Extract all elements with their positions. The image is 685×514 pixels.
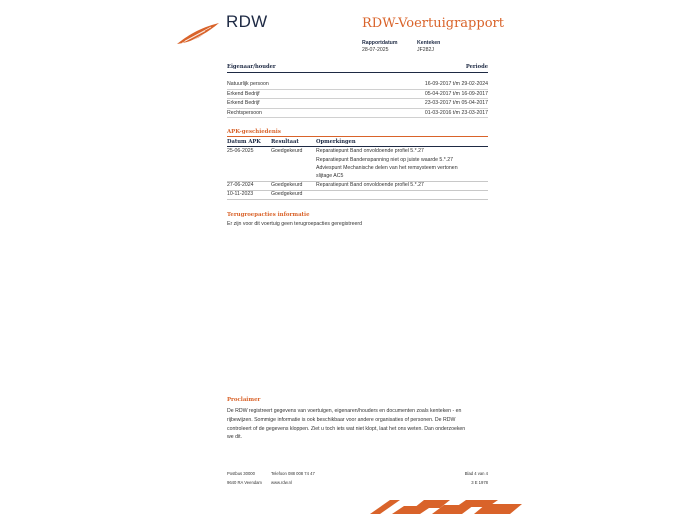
- owners-table: [227, 80, 488, 118]
- owner-period: 01-03-2016 t/m 23-03-2017: [424, 109, 488, 116]
- disclaimer-text: [227, 407, 487, 442]
- apk-date: 25-06-2025: [227, 148, 254, 154]
- owner-period: 16-09-2017 t/m 29-02-2024: [424, 81, 488, 87]
- disclaimer-line: controleert of de gegevens kloppen. Ziet u toch iets wat niet klopt, laat het ons weten. Dan onderzoeken: [227, 425, 466, 432]
- owner-period: 23-03-2017 t/m 05-04-2017: [424, 100, 488, 106]
- owner-type: Rechtspersoon: [227, 109, 262, 116]
- table-row: [227, 80, 488, 90]
- apk-result: Goedgekeurd: [271, 148, 303, 154]
- plate-label: Kenteken: [417, 40, 441, 46]
- recalls-text: Er zijn voor dit voertuig geen terugroepacties geregistreerd: [227, 221, 362, 227]
- footer-phone: Telefoon 088 008 74 47: [271, 471, 315, 476]
- table-row: [227, 90, 488, 100]
- apk-section-title: APK-geschiedenis: [227, 129, 281, 135]
- rdw-wing-logo: [177, 22, 221, 46]
- apk-col-result: Resultaat: [271, 139, 299, 145]
- apk-result: Goedgekeurd: [271, 182, 303, 188]
- table-row: [227, 109, 488, 119]
- report-date-label: Rapportdatum: [362, 40, 398, 46]
- owners-col-period: Periode: [465, 64, 488, 70]
- owner-period: 05-04-2017 t/m 16-09-2017: [424, 90, 488, 97]
- owner-type: Erkend Bedrijf: [227, 100, 260, 106]
- brand-name: RDW: [226, 12, 268, 31]
- footer-code: 3 E 1978: [471, 480, 488, 485]
- apk-result: Goedgekeurd: [271, 191, 303, 197]
- owners-header-rule: [227, 72, 488, 73]
- apk-col-date: Datum APK: [227, 139, 261, 145]
- apk-date: 10-11-2023: [227, 191, 254, 197]
- recalls-section-title: Terugroepacties informatie: [227, 212, 310, 218]
- footer-postbus: Postbus 30000: [227, 471, 255, 476]
- owner-type: Erkend Bedrijf: [227, 90, 260, 97]
- footer-address: 9640 RA Veendam: [227, 480, 262, 485]
- disclaimer-line: De RDW registreert gegevens van voertuigen, eigenaren/houders en documenten zoals kenteken - en: [227, 408, 462, 414]
- row-divider: [227, 190, 488, 191]
- table-row: [227, 99, 488, 109]
- decorative-stripes: [370, 500, 525, 514]
- report-date-value: 28-07-2025: [362, 47, 389, 53]
- apk-remark: Reparatiepunt Bandenspanning niet op juiste waarde 5.*.27: [316, 157, 453, 163]
- apk-date: 27-06-2024: [227, 182, 254, 188]
- report-title: RDW-Voertuigrapport: [362, 16, 504, 31]
- owner-type: Natuurlijk persoon: [227, 81, 269, 87]
- apk-remark: Reparatiepunt Band onvoldoende profiel 5.*.27: [316, 148, 424, 154]
- apk-remark: Adviespunt Mechanische delen van het remsysteem vertonen: [316, 165, 458, 171]
- apk-title-rule: [227, 136, 488, 137]
- disclaimer-title: Proclaimer: [227, 397, 261, 403]
- disclaimer-line: we dit.: [227, 434, 242, 441]
- owners-col-owner: Eigenaar/houder: [227, 64, 276, 70]
- disclaimer-line: rijbewijzen. Sommige informatie is ook beschikbaar voor andere organisaties of personen. De RDW: [227, 416, 456, 423]
- plate-value: JF282J: [417, 47, 435, 53]
- apk-header-rule: [227, 146, 488, 147]
- apk-col-remarks: Opmerkingen: [316, 139, 356, 145]
- apk-remark: Reparatiepunt Band onvoldoende profiel 5.*.27: [316, 182, 424, 188]
- row-divider: [227, 199, 488, 200]
- apk-remark: slijtage AC5: [316, 173, 344, 179]
- footer-page-number: Blad 4 van 4: [464, 471, 488, 476]
- footer-website[interactable]: www.rdw.nl: [271, 480, 292, 485]
